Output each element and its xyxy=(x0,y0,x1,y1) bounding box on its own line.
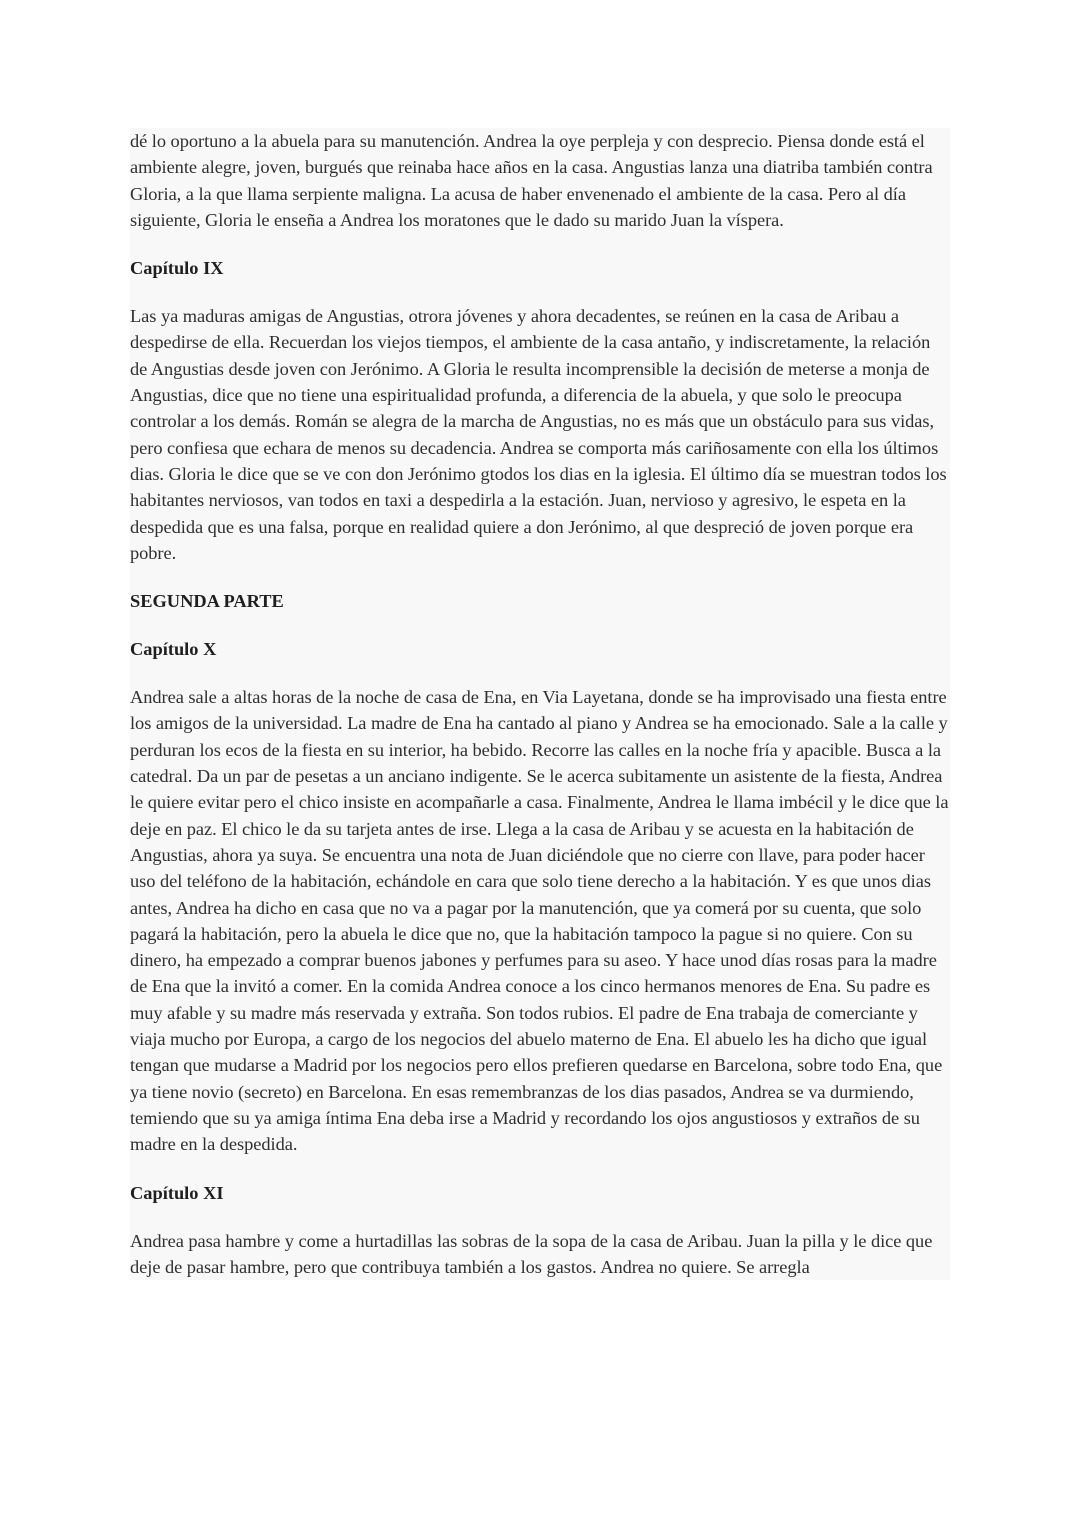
heading-capitulo-xi: Capítulo XI xyxy=(130,1182,224,1203)
heading-capitulo-x: Capítulo X xyxy=(130,639,217,660)
paragraph-capitulo-x: Andrea sale a altas horas de la noche de casa de Ena, en Via Layetana, donde se ha improvisado una fiesta entre los amigos de la universidad. La madre de Ena ha cantado al piano y Andrea se ha emocionado. Sale a la calle y perduran los ecos de la fiesta en su interior, ha bebido. Recorre las calles en la noche fría y apacible. Busca a la catedral. Da un par de pesetas a un anciano indigente. Se le acerca subitamente un asistente de la fiesta, Andrea le quiere evitar pero el chico insiste en acompañarle a casa. Finalmente, Andrea le llama imbécil y le dice que la deje en paz. El chico le da su tarjeta antes de irse. Llega a la casa de Aribau y se acuesta en la habitación de Angustias, ahora ya suya. Se encuentra una nota de Juan diciéndole que no cierre con llave, para poder hacer uso del teléfono de la habitación, echándole en cara que solo tiene derecho a la habitación. Y es que unos dias antes, Andrea ha dicho en casa que no va a pagar por la manutención, que ya comerá por su cuenta, que solo pagará la habitación, pero la abuela le dice que no, que la habitación tampoco la pague si no quiere. Con su dinero, ha empezado a comprar buenos jabones y perfumes para su aseo. Y hace unod días rosas para la madre de Ena que la invitó a comer. En la comida Andrea conoce a los cinco hermanos menores de Ena. Su padre es muy afable y su madre más reservada y extraña. Son todos rubios. El padre de Ena trabaja de comerciante y viaja mucho por Europa, a cargo de los negocios del abuelo materno de Ena. El abuelo les ha dicho que igual tengan que mudarse a Madrid por los negocios pero ellos prefieren quedarse en Barcelona, sobre todo Ena, que ya tiene novio (secreto) en Barcelona. En esas remembranzas de los dias pasados, Andrea se va durmiendo, temiendo que su ya amiga íntima Ena deba irse a Madrid y recordando los ojos angustiosos y extraños de su madre en la despedida. xyxy=(130,687,949,1155)
heading-segunda-parte: SEGUNDA PARTE xyxy=(130,591,284,612)
heading-capitulo-ix: Capítulo IX xyxy=(130,258,224,279)
document-page xyxy=(130,128,950,1280)
paragraph-intro: dé lo oportuno a la abuela para su manutención. Andrea la oye perpleja y con desprecio. Piensa donde está el ambiente alegre, joven, burgués que reinaba hace años en la casa. Angustias lanza una diatriba también contra Gloria, a la que llama serpiente maligna. La acusa de haber envenenado el ambiente de la casa. Pero al día siguiente, Gloria le enseña a Andrea los moratones que le dado su marido Juan la víspera. xyxy=(130,131,933,230)
paragraph-capitulo-ix: Las ya maduras amigas de Angustias, otrora jóvenes y ahora decadentes, se reúnen en la casa de Aribau a despedirse de ella. Recuerdan los viejos tiempos, el ambiente de la casa antaño, y indiscretamente, la relación de Angustias desde joven con Jerónimo. A Gloria le resulta incomprensible la decisión de meterse a monja de Angustias, dice que no tiene una espiritualidad profunda, a diferencia de la abuela, y que solo le preocupa controlar a los demás. Román se alegra de la marcha de Angustias, no es más que un obstáculo para sus vidas, pero confiesa que echara de menos su decadencia. Andrea se comporta más cariñosamente con ella los últimos dias. Gloria le dice que se ve con don Jerónimo gtodos los dias en la iglesia. El último día se muestran todos los habitantes nerviosos, van todos en taxi a despedirla a la estación. Juan, nervioso y agresivo, le espeta en la despedida que es una falsa, porque en realidad quiere a don Jerónimo, al que despreció de joven porque era pobre. xyxy=(130,306,947,563)
paragraph-capitulo-xi: Andrea pasa hambre y come a hurtadillas las sobras de la sopa de la casa de Aribau. Juan la pilla y le dice que deje de pasar hambre, pero que contribuya también a los gastos. Andrea no quiere. Se arregla xyxy=(130,1230,933,1277)
